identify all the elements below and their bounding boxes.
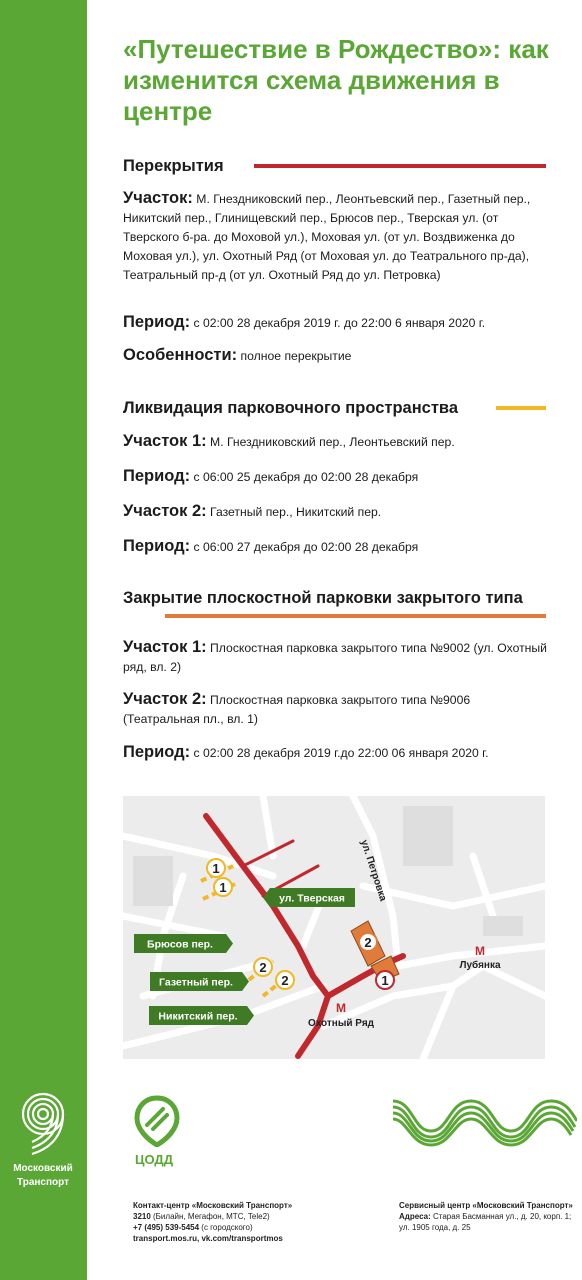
- service-center: [399, 1200, 579, 1233]
- row-label: Особенности:: [123, 346, 238, 364]
- metro-label: Лубянка: [459, 960, 501, 971]
- parking-period1-row: [123, 467, 548, 487]
- parking-area2-row: [123, 502, 548, 522]
- tag-nikitsky: [149, 1006, 254, 1025]
- mos-wave-icon: [391, 1097, 577, 1147]
- section-heading-closures: Перекрытия: [123, 157, 224, 175]
- map-svg: [123, 796, 545, 1059]
- closure-period-row: [123, 313, 548, 333]
- street-label-petrovka: ул. Петровка: [358, 838, 389, 903]
- row-text: с 06:00 27 декабря до 02:00 28 декабря: [193, 540, 419, 554]
- row-label: Участок:: [123, 189, 193, 207]
- svg-text:1: 1: [212, 861, 220, 876]
- row-label: Период:: [123, 467, 191, 485]
- tsodd-logo: [133, 1095, 181, 1167]
- row-text: Плоскостная парковка закрытого типа №9006 (Театральная пл., вл. 1): [123, 693, 471, 726]
- svg-text:Брюсов пер.: Брюсов пер.: [147, 938, 213, 951]
- row-text: полное перекрытие: [240, 349, 352, 363]
- contact-line-1: 3210 (Билайн, Мегафон, МТС, Tele2): [133, 1212, 270, 1221]
- closed-parking-area1-row: [123, 638, 548, 677]
- sidebar: [0, 0, 87, 1280]
- contact-title: Контакт-центр «Московский Транспорт»: [133, 1201, 293, 1210]
- svg-text:Газетный пер.: Газетный пер.: [159, 976, 233, 989]
- tsodd-label: ЦОДД: [135, 1152, 173, 1167]
- map-blocks: [133, 806, 523, 936]
- marker-1b: [214, 878, 232, 896]
- contact-line-2: +7 (495) 539-5454 (с городского): [133, 1223, 253, 1232]
- section-heading-closed-parking: Закрытие плоскостной парковки закрытого типа: [123, 589, 523, 607]
- row-label: Участок 1:: [123, 432, 207, 450]
- service-address-2: ул. 1905 года, д. 25: [399, 1223, 471, 1232]
- row-text: Газетный пер., Никитский пер.: [210, 505, 382, 519]
- svg-text:2: 2: [259, 960, 267, 975]
- svg-text:2: 2: [281, 973, 289, 988]
- closure-features-row: [123, 346, 548, 366]
- service-title: Сервисный центр «Московский Транспорт»: [399, 1201, 573, 1210]
- route-map: [123, 796, 545, 1059]
- row-text: с 06:00 25 декабря до 02:00 28 декабря: [193, 470, 419, 484]
- service-address-1: Адреса: Старая Басманная ул., д. 20, корп. 1;: [399, 1212, 572, 1221]
- closure-area-row: [123, 189, 548, 285]
- row-text: Плоскостная парковка закрытого типа №9002 (ул. Охотный ряд, вл. 2): [123, 641, 547, 674]
- metro-icon: М: [336, 1001, 346, 1015]
- logo-caption-2: Транспорт: [16, 1177, 70, 1188]
- metro-label: Охотный Ряд: [307, 1018, 375, 1029]
- row-text: с 02:00 28 декабря 2019 г.до 22:00 06 января 2020 г.: [193, 746, 489, 760]
- svg-text:2: 2: [364, 935, 372, 950]
- closed-parking-area2-row: [123, 690, 548, 729]
- logo-caption-1: Московский: [13, 1163, 73, 1174]
- metro-icon: М: [475, 944, 485, 958]
- footer: [123, 1095, 578, 1255]
- svg-text:1: 1: [381, 973, 389, 988]
- marker-1-parking: [376, 971, 394, 989]
- contact-links[interactable]: transport.mos.ru, vk.com/transportmos: [133, 1234, 283, 1243]
- marker-2-parking: [359, 933, 377, 951]
- row-label: Период:: [123, 313, 191, 331]
- svg-text:ул. Тверская: ул. Тверская: [279, 892, 345, 905]
- mos-ru-logo: [391, 1097, 577, 1152]
- contact-center: [133, 1200, 363, 1244]
- page-title: «Путешествие в Рождество»: как изменится схема движения в центре: [123, 34, 549, 126]
- parking-area1-row: [123, 432, 548, 452]
- marker-2a: [254, 958, 272, 976]
- parking-period2-row: [123, 537, 548, 557]
- row-label: Участок 2:: [123, 502, 207, 520]
- nine-logo-icon: [10, 1090, 76, 1156]
- tag-tverskaya: [263, 888, 355, 907]
- section-heading-parking: Ликвидация парковочного пространства: [123, 399, 459, 417]
- marker-1a: [207, 859, 225, 877]
- row-text: с 02:00 28 декабря 2019 г. до 22:00 6 января 2020 г.: [193, 316, 486, 330]
- row-label: Период:: [123, 743, 191, 761]
- section-bar-yellow: [496, 406, 546, 410]
- section-bar-orange: [165, 614, 546, 618]
- svg-text:Никитский пер.: Никитский пер.: [158, 1010, 238, 1023]
- row-label: Период:: [123, 537, 191, 555]
- row-label: Участок 1:: [123, 638, 207, 656]
- row-text: М. Гнездниковский пер., Леонтьевский пер., Газетный пер., Никитский пер., Глинищевский пер., Брюсов пер., Тверская ул. (от Тверского б-ра. до Моховой ул.), Моховая ул. (от ул. Воздвиженка до Моховая ул.), ул. Охотный Ряд (от Моховая ул. до Театрального пр-да), Театральный пр-д (от ул. Охотный Ряд до ул. Петровка): [123, 192, 531, 282]
- moscow-transport-logo: [10, 1090, 76, 1189]
- tag-bryusov: [134, 934, 233, 953]
- row-text: М. Гнездниковский пер., Леонтьевский пер.: [210, 435, 455, 449]
- svg-text:1: 1: [219, 880, 227, 895]
- closed-parking-period-row: [123, 743, 548, 763]
- section-bar-red: [254, 164, 546, 168]
- tag-gazetny: [150, 972, 249, 991]
- marker-2b: [276, 971, 294, 989]
- tsodd-pin-icon: [133, 1095, 181, 1147]
- row-label: Участок 2:: [123, 690, 207, 708]
